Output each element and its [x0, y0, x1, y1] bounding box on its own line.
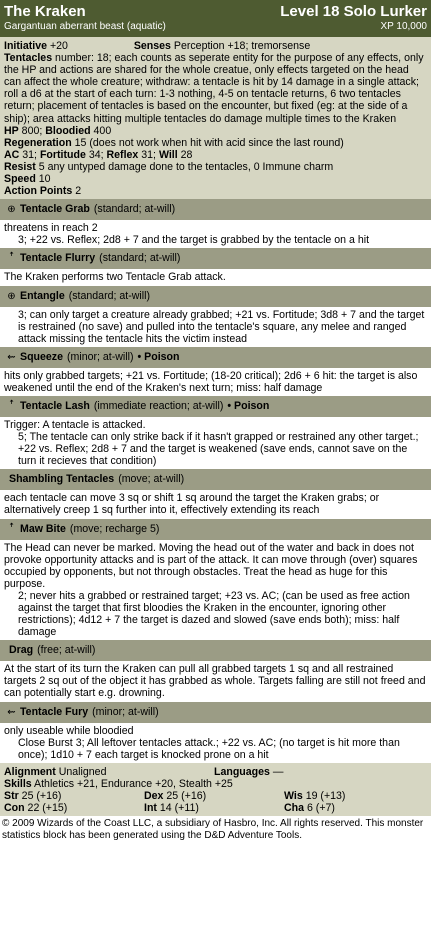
melee-icon: ⊕ [7, 290, 16, 302]
power-header [0, 347, 431, 368]
ability-value: 6 (+7) [306, 801, 335, 814]
languages-value: — [272, 765, 284, 778]
power-text: 2; never hits a grabbed or restrained target; +23 vs. AC; (can be used as free action against the target that first bloodies the Kraken in the encounter, ignoring other restrictions); 4d12 + 7 the target is dazed and slowed (save ends both); miss: half damage [18, 589, 410, 639]
close-attack-icon: ⇜ [7, 351, 16, 363]
power-usage: (move; at-will) [118, 473, 185, 486]
resist-label: Resist [4, 160, 36, 173]
hp-label: HP [4, 124, 19, 137]
will-value: 28 [180, 148, 193, 161]
stats-section [0, 37, 431, 199]
tentacles-value: number: 18; each counts as seperate entity for the purpose of any effects, only the HP and actions are shared for the whole creatue, only effects targeted on the head can affect the whole creature; withdraw: a tentacle is hit by 14 damage in a single attack; roll a d6 at the start of each turn: 1-3 nothing, 4-5 on tentacle returns, 6 two tentacles return; placement of tentacles is based on the encounter, but fixed (eg: at the side of a ship); area attacks hitting multiple tentacles do damage multiple times to the Kraken [4, 52, 424, 125]
basic-attack-icon: ꜛ [9, 253, 14, 265]
skills-row [4, 778, 427, 790]
ability-value: 25 (+16) [166, 789, 207, 802]
power-text: 3; +22 vs. Reflex; 2d8 + 7 and the target is grabbed by the tentacle on a hit [18, 234, 370, 247]
power-text: hits only grabbed targets; +21 vs. Fortitude; (18-20 critical); 2d6 + 6 hit: the target is also weakened until the end of the Kraken's next turn; miss: half damage [4, 369, 418, 394]
skills-label: Skills [4, 777, 32, 790]
ability-score [4, 790, 144, 802]
ability-value: 25 (+16) [21, 789, 62, 802]
bloodied-value: 400 [93, 124, 112, 137]
power-usage: (minor; at-will) [92, 705, 159, 718]
power-name: Drag [9, 644, 34, 657]
monster-level: Level 18 Solo Lurker [280, 3, 427, 20]
power-usage: (standard; at-will) [93, 203, 176, 216]
power-header [0, 396, 431, 417]
ability-score [144, 802, 284, 814]
ability-value: 19 (+13) [305, 789, 346, 802]
power-body [0, 368, 431, 396]
ability-label: Con [4, 801, 25, 814]
power-usage: (standard; at-will) [99, 252, 181, 265]
power-name: Tentacle Fury [20, 705, 89, 718]
reflex-value: 31; [141, 148, 156, 161]
power-text: threatens in reach 2 [4, 222, 98, 235]
tentacles-label: Tentacles [4, 52, 53, 65]
power-usage: (standard; at-will) [68, 289, 150, 302]
power-text: only useable while bloodied [4, 724, 134, 737]
regeneration-row [4, 137, 427, 149]
ability-score [284, 790, 424, 802]
bloodied-label: Bloodied [45, 124, 91, 137]
power-text: each tentacle can move 3 sq or shift 1 sq around the target the Kraken grabs; or alternatively creep 1 sq further into it, effectively extending its reach [4, 492, 380, 517]
power-name: Tentacle Flurry [20, 252, 96, 265]
alignment-value: Unaligned [58, 765, 107, 778]
power-text: The Head can never be marked. Moving the head out of the water and back in does not provoke opportunity attacks and is part of the attack. It can move through (over) squares occupied by opponents, but not through obstacles. Treat the head as huge for this purpose. [4, 541, 418, 590]
resist-value: 5 any untyped damage done to the tentacles, 0 Immune charm [38, 160, 334, 173]
power-name: Maw Bite [20, 522, 66, 535]
senses-value: Perception +18; tremorsense [173, 40, 311, 52]
power-text: Close Burst 3; All leftover tentacles attack.; +22 vs. AC; (no target is hit more than once); 1d10 + 7 each target is knocked prone on a hit [18, 736, 400, 761]
power-body [0, 269, 431, 285]
alignment-label: Alignment [4, 765, 56, 778]
monster-xp: XP 10,000 [380, 21, 427, 32]
speed-row [4, 173, 427, 185]
power-text: The Kraken performs two Tentacle Grab attack. [4, 271, 226, 284]
power-header [0, 469, 431, 490]
ability-score [144, 790, 284, 802]
action-points-label: Action Points [4, 185, 73, 198]
initiative-senses-row [4, 40, 427, 52]
stat-block-header [0, 0, 431, 37]
hp-row [4, 125, 427, 137]
power-body [0, 417, 431, 469]
power-header [0, 519, 431, 540]
ability-label: Cha [284, 801, 305, 814]
ability-value: 22 (+15) [27, 801, 68, 814]
power-body [0, 540, 431, 641]
power-keyword: • Poison [137, 350, 180, 363]
power-body [0, 220, 431, 248]
power-body [0, 490, 431, 518]
power-header [0, 248, 431, 269]
speed-label: Speed [4, 173, 36, 186]
power-name: Squeeze [20, 350, 63, 363]
power-text: At the start of its turn the Kraken can pull all grabbed targets 1 sq and all restrained targets 2 sq out of the object it has grabbed as whole. Targets falling are still not freed and can potentially start e.g. drowning. [4, 663, 426, 700]
power-text: 5; The tentacle can only strike back if it hasn't grapped or restrained any other target.; +22 vs. Reflex; 2d8 + 7 and the target is weakened (save ends, cannot save on the turn it recieves that condition) [18, 431, 419, 468]
power-header [0, 702, 431, 723]
regeneration-value: 15 (does not work when hit with acid since the last round) [74, 136, 344, 149]
power-usage: (immediate reaction; at-will) [93, 399, 224, 412]
regeneration-label: Regeneration [4, 136, 72, 149]
power-text: 3; can only target a creature already grabbed; +21 vs. Fortitude; 3d8 + 7 and the target is restrained (no save) and pulled into the tentacle's square, any melee and ranged attack missing the tentacle hits the victim instead [18, 308, 425, 345]
resist-row [4, 161, 427, 173]
power-body [0, 307, 431, 347]
ac-label: AC [4, 148, 20, 161]
power-text: Trigger: A tentacle is attacked. [4, 418, 146, 431]
monster-name: The Kraken [4, 3, 86, 20]
close-attack-icon: ⇜ [7, 706, 16, 718]
ability-value: 14 (+11) [159, 801, 199, 814]
ability-score [4, 802, 144, 814]
ability-label: Str [4, 789, 19, 802]
basic-attack-icon: ꜛ [9, 523, 14, 535]
melee-icon: ⊕ [7, 204, 16, 216]
initiative-value: +20 [49, 40, 68, 52]
hp-value: 800; [21, 124, 43, 137]
languages-label: Languages [214, 765, 270, 778]
ability-label: Wis [284, 789, 303, 802]
power-header [0, 199, 431, 220]
powers-list [0, 199, 431, 763]
copyright-notice: © 2009 Wizards of the Coast LLC, a subsidiary of Hasbro, Inc. All rights reserved. This monster statistics block has been generated using the D&D Adventure Tools. [0, 816, 431, 844]
defenses-row [4, 149, 427, 161]
fortitude-label: Fortitude [39, 148, 86, 161]
ability-label: Int [144, 801, 157, 814]
fortitude-value: 34; [88, 148, 104, 161]
power-header [0, 286, 431, 307]
ac-value: 31; [22, 148, 37, 161]
alignment-languages-row [4, 766, 427, 778]
power-name: Shambling Tentacles [9, 473, 115, 486]
power-usage: (free; at-will) [37, 644, 96, 657]
action-points-value: 2 [75, 185, 82, 198]
senses-label: Senses [133, 40, 171, 52]
power-name: Entangle [20, 289, 65, 302]
power-name: Tentacle Grab [20, 203, 90, 216]
power-body [0, 723, 431, 763]
power-header [0, 640, 431, 661]
ability-score [284, 802, 424, 814]
power-usage: (move; recharge 5) [69, 522, 160, 535]
power-body [0, 661, 431, 701]
footer-stats [0, 763, 431, 816]
speed-value: 10 [38, 173, 51, 186]
monster-type: Gargantuan aberrant beast (aquatic) [4, 21, 166, 32]
power-name: Tentacle Lash [20, 399, 90, 412]
basic-attack-icon: ꜛ [9, 400, 14, 412]
abilities-grid [4, 790, 427, 814]
reflex-label: Reflex [106, 148, 139, 161]
skills-value: Athletics +21, Endurance +20, Stealth +25 [34, 777, 233, 790]
initiative-label: Initiative [4, 40, 47, 52]
tentacles-row [4, 52, 427, 125]
ability-label: Dex [144, 789, 164, 802]
will-label: Will [158, 148, 178, 161]
power-usage: (minor; at-will) [66, 350, 134, 363]
action-points-row [4, 185, 427, 197]
power-keyword: • Poison [227, 399, 270, 412]
